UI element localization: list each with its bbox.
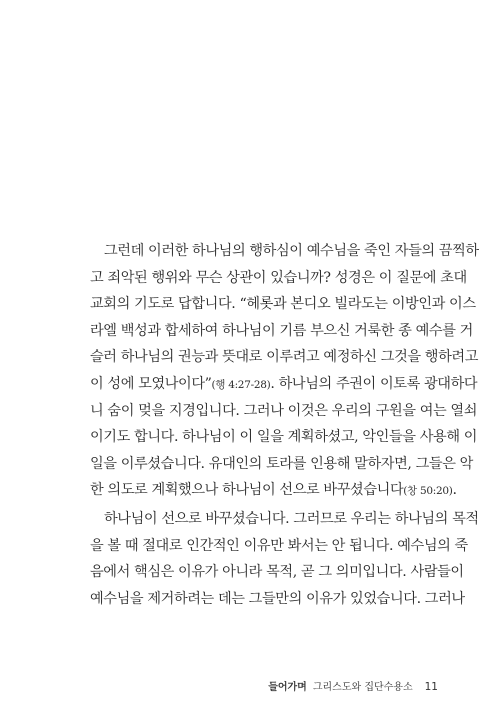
footer-section-label: 들어가며 (268, 682, 307, 693)
scripture-reference: (행 4:27-28) (211, 378, 271, 391)
text-line: 일을 이루셨습니다. 유대인의 토라를 인용해 말하자면, 그들은 악 (90, 455, 473, 472)
paragraph-1 (90, 238, 479, 504)
text-line: 이기도 합니다. 하나님이 이 일을 계획하셨고, 악인들을 사용해 이 (90, 429, 478, 446)
text-line: 교회의 기도로 답합니다. “헤롯과 본디오 빌라도는 이방인과 이스 (90, 296, 476, 313)
text-line: 니 숨이 멎을 지경입니다. 그러나 이것은 우리의 구원을 여는 열쇠 (90, 402, 478, 419)
text-line: 이 성에 모였나이다”(행 4:27-28). 하나님의 주권이 이토록 광대하다 (90, 375, 478, 392)
footer-book-title: 그리스도와 집단수용소 (312, 682, 413, 693)
text-line: 을 볼 때 절대로 인간적인 이유만 봐서는 안 됩니다. 예수님의 죽 (90, 537, 468, 554)
page-number: 11 (424, 681, 438, 693)
page-footer (268, 678, 438, 693)
scripture-reference: (창 50:20) (403, 485, 453, 498)
text-line: 슬러 하나님의 권능과 뜻대로 이루려고 예정하신 그것을 행하려고 (90, 349, 479, 366)
text-line: 음에서 핵심은 이유가 아니라 목적, 곧 그 의미입니다. 사람들이 (90, 564, 464, 581)
text-line: 그런데 이러한 하나님의 행하심이 예수님을 죽인 자들의 끔찍하 (104, 243, 479, 259)
body-text (90, 238, 479, 612)
text-line: 고 죄악된 행위와 무슨 상관이 있습니까? 성경은 이 질문에 초대 (90, 269, 467, 286)
paragraph-2 (90, 506, 479, 612)
text-line: 예수님을 제거하려는 데는 그들만의 이유가 있었습니다. 그러나 (90, 590, 465, 607)
text-line: 라엘 백성과 합세하여 하나님이 기름 부으신 거룩한 종 예수를 거 (90, 322, 473, 339)
text-line: 하나님이 선으로 바꾸셨습니다. 그러므로 우리는 하나님의 목적 (104, 510, 479, 527)
text-line: 한 의도로 계획했으나 하나님이 선으로 바꾸셨습니다(창 50:20). (90, 482, 457, 499)
